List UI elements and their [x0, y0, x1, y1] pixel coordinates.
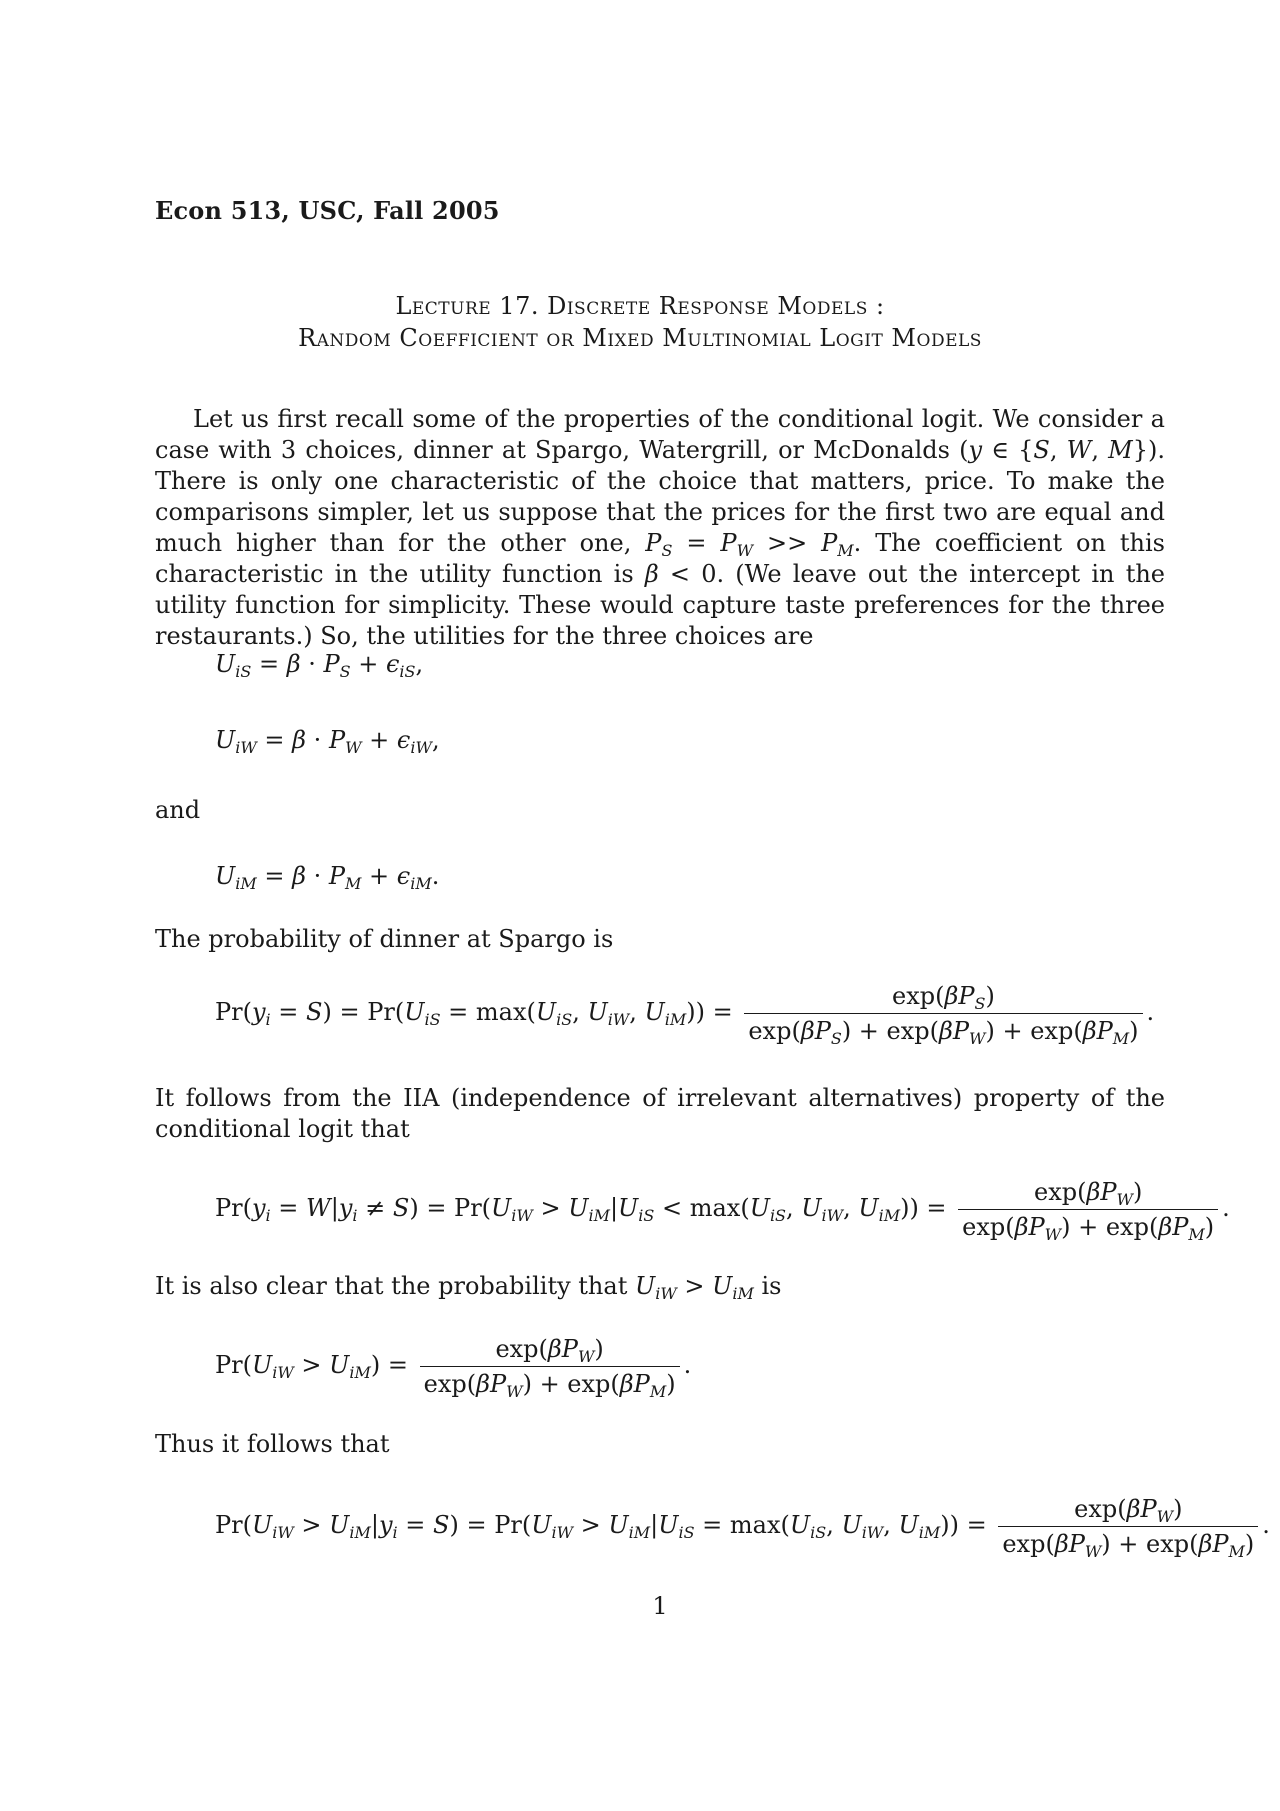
prob-spargo-equation: $Pr(y_i = S) = Pr(U_{iS} = \max(U_{iS}$, $U_{iW}$, $U_{iM}$)) = $\frac{\exp(\beta P_S)}{\exp(\beta P_S) + \exp(\beta P_W) + \exp(\beta P_M)}$ . — [215, 982, 1155, 1048]
iia-equation: $Pr(y_i = W|y_i \ne S) = Pr(U_{iW} > U_{iM}|U_{iS} < \max(U_{iS}$, $U_{iW}$, $U_{iM}$)) = $\frac{\exp(\beta P_W)}{\exp(\beta P_W) + \exp(\beta P_M)}$ . — [215, 1178, 1230, 1244]
page-number: 1 — [652, 1592, 668, 1620]
beta-sign-math: β < 0 — [644, 560, 717, 588]
spargo-fraction: $\frac{\exp(\beta P_S)}{\exp(\beta P_S) + \exp(\beta P_W) + \exp(\beta P_M)}$ — [744, 982, 1142, 1045]
conditional-prob-equation: $Pr(U_{iW} > U_{iM}|y_i = S) = Pr(U_{iW} > U_{iM}|U_{iS} = \max(U_{iS}$, $U_{iW}$, $U_{iM}$)) = $\frac{\exp(\beta P_W)}{\exp(\beta P_W) + \exp(\beta P_M)}$ . — [215, 1495, 1270, 1561]
pairwise-prob-equation: $Pr(U_{iW} > U_{iM})$ = $\frac{\exp(\beta P_W)}{\exp(\beta P_W) + \exp(\beta P_M)}$ . — [215, 1335, 692, 1401]
price-relation-math: $P_S = P_W >> P_M$ — [645, 529, 854, 560]
thus-text: Thus it follows that — [155, 1430, 390, 1458]
lecture-subtitle: Random Coefficient or Mixed Multinomial Logit Models — [298, 324, 982, 352]
choice-set-math: y ∈ {S, W, M} — [968, 436, 1148, 464]
iia-fraction: $\frac{\exp(\beta P_W)}{\exp(\beta P_W) + \exp(\beta P_M)}$ — [958, 1178, 1218, 1241]
lecture-title: Lecture 17. Discrete Response Models : — [395, 292, 885, 320]
also-clear-text: It is also clear that the probability that $U_{iW} > U_{iM}$ is — [155, 1272, 782, 1303]
prob-spargo-text: The probability of dinner at Spargo is — [155, 925, 614, 953]
intro-paragraph: Let us first recall some of the properties of the conditional logit. We consider a case with 3 choices, dinner at Spargo, Watergrill, or McDonalds (y ∈ {S, W, M}). There is only one characteristic of the choice that matters, price. To make the comparisons simpler, let us suppose that the prices for the first two are equal and much higher than for the other one, $P_S = P_W >> P_M$. The coefficient on this characteristic in the utility function is β < 0. (We leave out the intercept in the utility function for simplicity. These would capture taste preferences for the three restaurants.) So, the utilities for the three choices are — [155, 405, 1166, 650]
utility-equation-watergrill: $U_{iW} = \beta \cdot P_W + \epsilon_{iW}$, — [215, 726, 440, 757]
and-text: and — [155, 796, 201, 824]
conditional-fraction: $\frac{\exp(\beta P_W)}{\exp(\beta P_W) + \exp(\beta P_M)}$ — [998, 1495, 1258, 1558]
pairwise-fraction: $\frac{\exp(\beta P_W)}{\exp(\beta P_W) + \exp(\beta P_M)}$ — [420, 1335, 680, 1398]
course-header: Econ 513, USC, Fall 2005 — [155, 196, 500, 225]
utility-equation-spargo: $U_{iS} = \beta \cdot P_S + \epsilon_{iS}$, — [215, 650, 424, 681]
iia-paragraph: It follows from the IIA (independence of irrelevant alternatives) property of the conditional logit that — [155, 1084, 1165, 1143]
utility-equation-mcdonalds: $U_{iM} = \beta \cdot P_M + \epsilon_{iM}$. — [215, 862, 440, 893]
